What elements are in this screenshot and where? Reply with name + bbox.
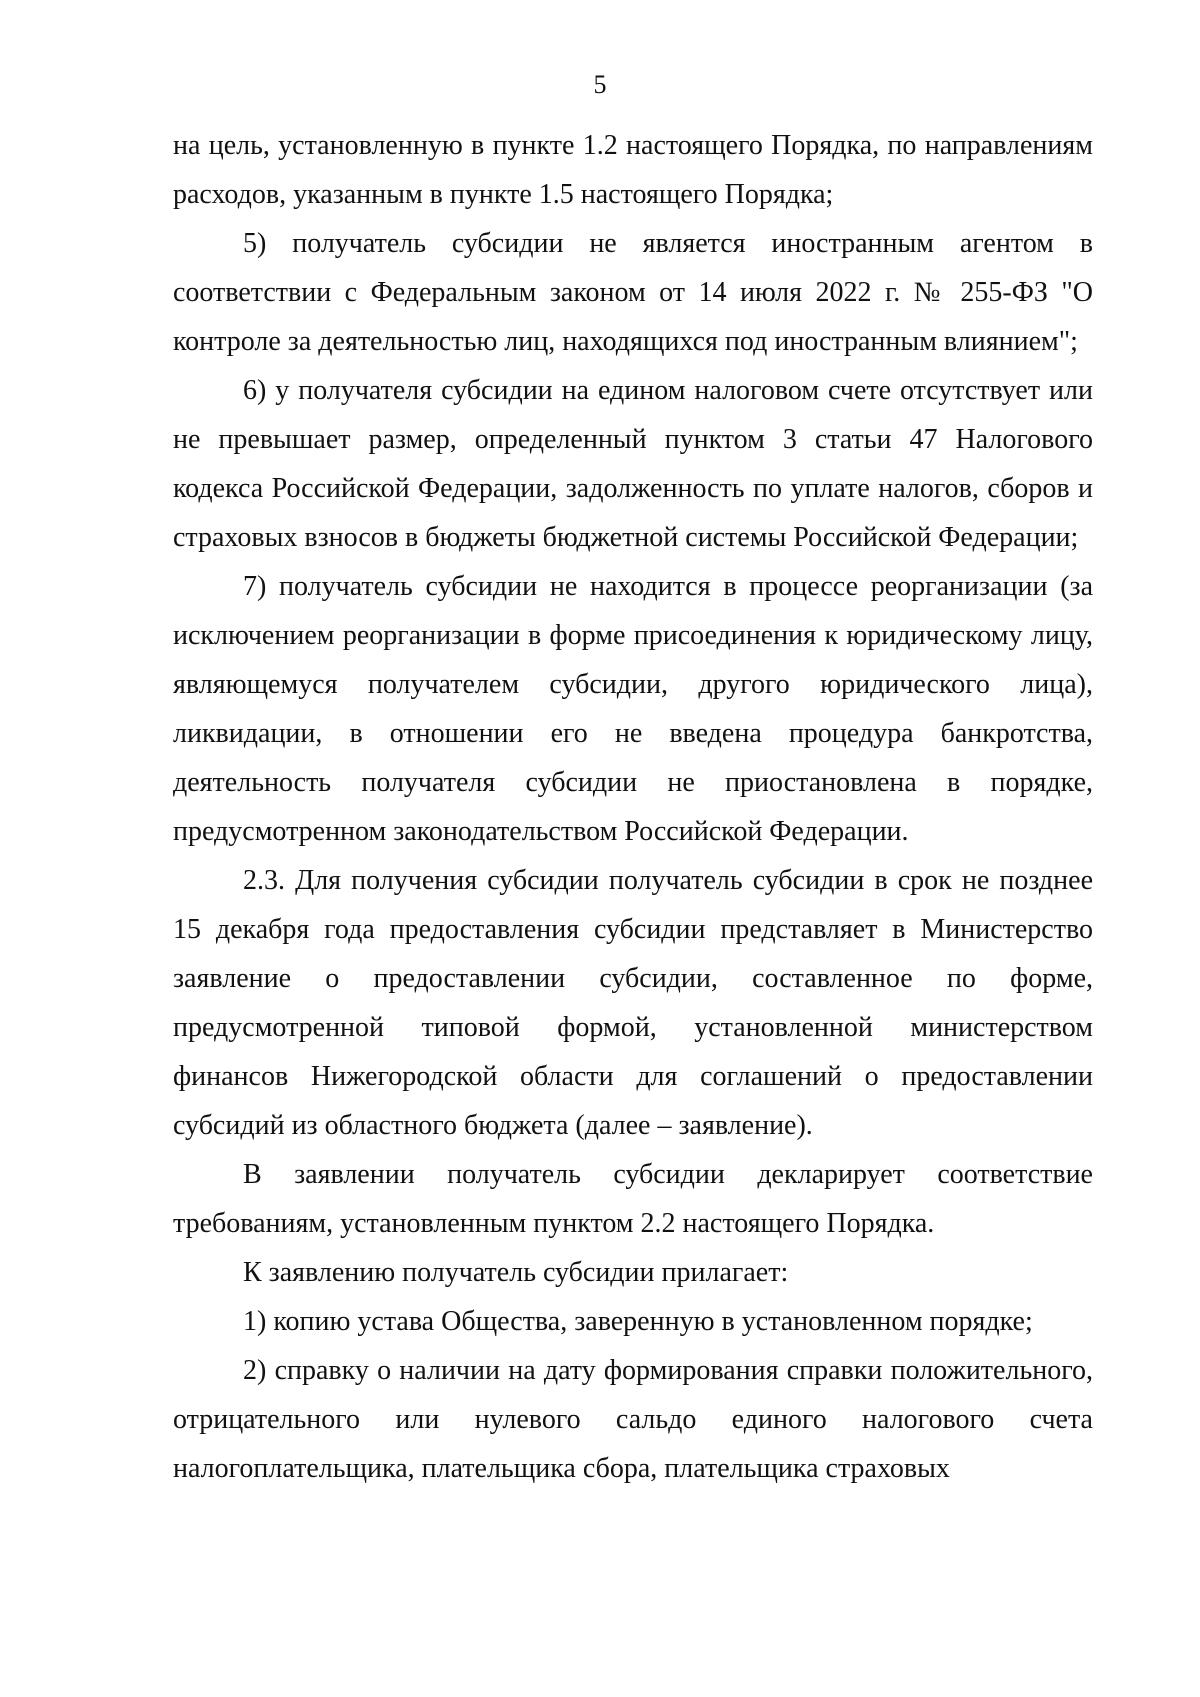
paragraph-declaration: В заявлении получатель субсидии декларирует соответствие требованиям, установленным пунктом 2.2 настоящего Порядка.: [173, 1159, 1093, 1239]
paragraph-attachment-1: 1) копию устава Общества, заверенную в установленном порядке;: [243, 1306, 1033, 1337]
paragraph-item-6: 6) у получателя субсидии на едином налоговом счете отсутствует или не превышает размер, определенный пунктом 3 статьи 47 Налогового кодекса Российской Федерации, задолженность по уплате налогов, сборов и страховых взносов в бюджеты бюджетной системы Российской Федерации;: [173, 375, 1093, 553]
paragraph-section-2-3: 2.3. Для получения субсидии получатель субсидии в срок не позднее 15 декабря года предоставления субсидии представляет в Министерство заявление о предоставлении субсидии, составленное по форме, предусмотренной типовой формой, установленной министерством финансов Нижегородской области для соглашений о предоставлении субсидий из областного бюджета (далее – заявление).: [173, 865, 1093, 1141]
paragraph-item-7: 7) получатель субсидии не находится в процессе реорганизации (за исключением реорганизации в форме присоединения к юридическому лицу, являющемуся получателем субсидии, другого юридического лица), ликвидации, в отношении его не введена процедура банкротства, деятельность получателя субсидии не приостановлена в порядке, предусмотренном законодательством Российской Федерации.: [173, 571, 1093, 847]
paragraph-attachments-intro: К заявлению получатель субсидии прилагает:: [243, 1257, 789, 1288]
paragraph-item-5: 5) получатель субсидии не является иностранным агентом в соответствии с Федеральным законом от 14 июля 2022 г. № 255-ФЗ "О контроле за деятельностью лиц, находящихся под иностранным влиянием";: [173, 228, 1093, 357]
page-number: 5: [593, 70, 607, 99]
document-body: [173, 121, 1093, 1493]
paragraph-continuation: на цель, установленную в пункте 1.2 настоящего Порядка, по направлениям расходов, указанным в пункте 1.5 настоящего Порядка;: [173, 130, 1093, 210]
paragraph-attachment-2: 2) справку о наличии на дату формирования справки положительного, отрицательного или нулевого сальдо единого налогового счета налогоплательщика, плательщика сбора, плательщика страховых: [173, 1355, 1093, 1484]
